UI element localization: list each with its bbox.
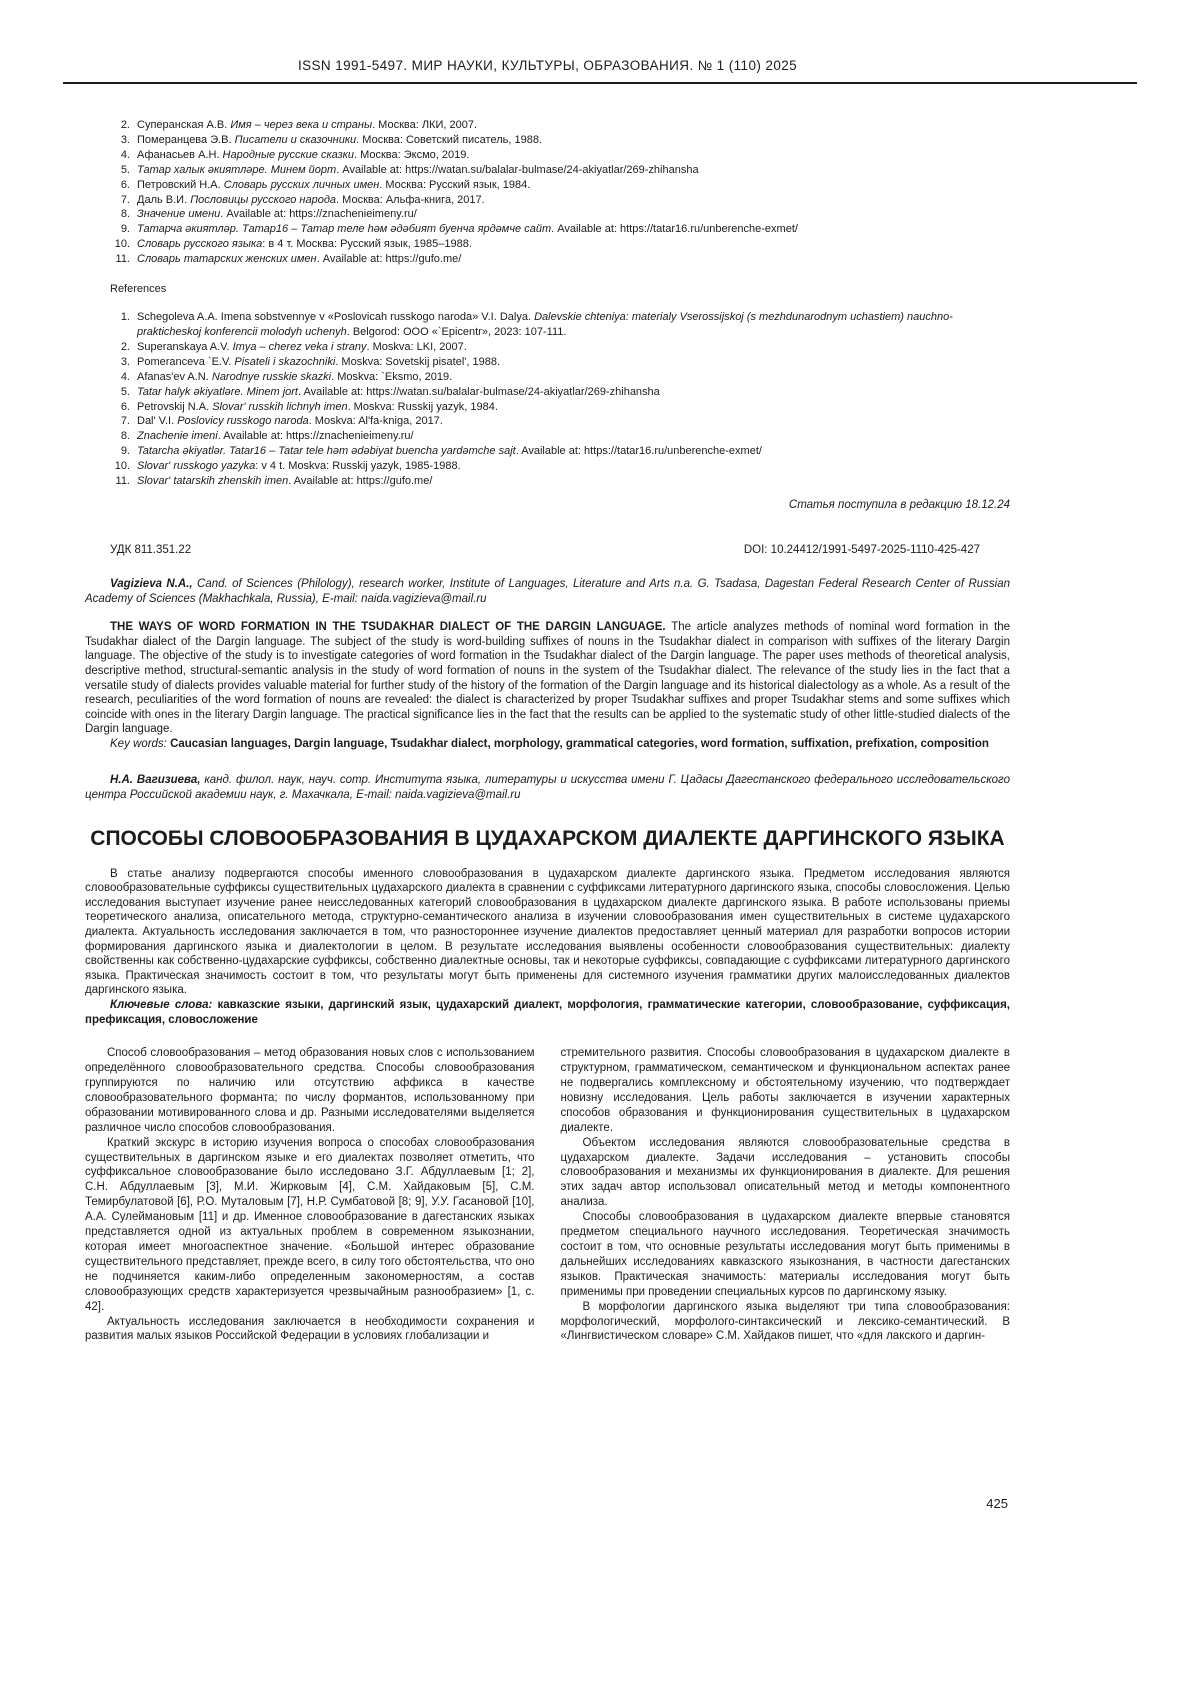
text-segment: . Belgorod: OOO «`Epicentr», 2023: 107-111. <box>346 325 567 338</box>
text-segment: Schegoleva A.A. Imena sobstvennye v «Poslovicah russkogo naroda» V.I. Dalya. <box>137 311 535 324</box>
text-segment: Суперанская А.В. <box>137 119 231 131</box>
text-segment: Даль В.И. <box>137 193 191 206</box>
right-column <box>561 1046 1011 1344</box>
text-segment: Petrovskij N.A. <box>137 400 213 413</box>
reference-number: 8. <box>120 430 130 443</box>
text-segment: : в 4 т. Москва: Русский язык, 1985–1988. <box>262 238 472 251</box>
abstract-ru: В статье анализу подвергаются способы именного словообразования в цудахарском диалекте даргинского языка. Предметом исследования являются словообразовательные суффиксы существительных цудахарского диалекта в сравнении с суффиксами литературного даргинского языка, способы словосложения. Целью исследования выступает изучение ранее неисследованных категорий словообразования в цудахарском диалекте даргинского языка. В работе использованы приемы теоретического анализа, описательного метода, структурно-семантического анализа в изучении словообразования имен существительных в системе цудахарского диалекта. Актуальность исследования заключается в том, что разностороннее изучение диалектов предоставляет ценный материал для разработки вопросов истории формирования даргинского языка и диалектологии в целом. В результате исследования выявлены особенности словообразования существительных: диалекту свойственны как собственно-цудахарские суффиксы, собственно диалектные основы, так и некоторые суффиксы, совпадающие с суффиксами литературного даргинского языка. Практическая значимость состоит в том, что результаты могут быть применены для системного изучения грамматики других малоисследованных диалектов даргинского языка. <box>85 867 1010 997</box>
text-segment: . Москва: ЛКИ, 2007. <box>372 119 478 131</box>
body-paragraph: стремительного развития. Способы словообразования в цудахарском диалекте в структурном, грамматическом, семантическом и функциональном аспектах ранее не подвергались комплексному и обстоятельному изучению, что подтверждает новизну исследования. Цель работы заключается в изучении характерных способов образования и функционирования существительных в цудахарском диалекте. <box>560 1047 1010 1134</box>
text-segment: Татар халык әкиятләре. Минем йорт <box>137 163 337 176</box>
reference-text <box>137 355 1010 370</box>
reference-item <box>110 444 1010 459</box>
reference-number: 11. <box>115 475 130 488</box>
reference-text <box>137 118 1010 133</box>
reference-item <box>110 370 1010 385</box>
text-segment: . Moskva: Russkij yazyk, 1984. <box>347 400 498 413</box>
reference-text <box>137 370 1010 385</box>
reference-text <box>137 148 1010 163</box>
reference-text <box>137 207 1010 222</box>
page-number: 425 <box>986 1496 1008 1511</box>
reference-number: 3. <box>120 355 130 368</box>
udc-doi-row <box>85 544 1010 556</box>
text-segment: Татарча әкиятләр. Татар16 – Татар теле һәм әдәбият буенча ярдәмче сайт <box>137 223 552 236</box>
received-note: Статья поступила в редакцию 18.12.24 <box>788 498 1010 511</box>
reference-text <box>137 163 1010 178</box>
text-segment: Писатели и сказочники <box>234 133 357 146</box>
reference-number: 8. <box>120 208 130 221</box>
reference-text <box>137 310 1010 340</box>
text-segment: Н.А. Вагизиева, <box>110 774 205 787</box>
text-segment: . Moskva: LKI, 2007. <box>366 340 467 353</box>
text-segment: Pomeranceva `E.V. <box>137 355 235 368</box>
reference-text <box>137 237 1010 252</box>
reference-item <box>110 385 1010 400</box>
reference-number: 5. <box>120 163 130 176</box>
reference-number: 10. <box>114 238 130 251</box>
text-segment: . Available at: https://tatar16.ru/unberenche-exmet/ <box>515 445 762 458</box>
header-rule <box>63 82 1137 84</box>
text-segment: . Moskva: Sovetskij pisatel', 1988. <box>335 355 501 368</box>
reference-item <box>110 400 1010 415</box>
reference-number: 5. <box>120 385 130 398</box>
text-segment: . Moskva: `Eksmo, 2019. <box>331 370 453 383</box>
author-info-ru <box>85 773 1010 802</box>
text-segment: . Available at: https://watan.su/balalar-bulmase/24-akiyatlar/269-zhihansha <box>336 163 699 176</box>
reference-text <box>137 178 1010 193</box>
reference-number: 11. <box>115 253 130 266</box>
text-segment: канд. филол. наук, науч. сотр. Института языка, литературы и искусства имени Г. Цадасы Дагестанского федерального исследовательского центра Российской академии наук, г. Махачкала, E-mail: naida.vagizieva@mail.ru <box>85 774 1010 802</box>
reference-item <box>110 193 1010 208</box>
reference-number: 6. <box>120 178 130 191</box>
text-segment: Cand. of Sciences (Philology), research worker, Institute of Languages, Literature and Arts n.a. G. Tsadasa, Dagestan Federal Research Center of Russian Academy of Sciences (Makhachkala, Russia), E-mail: naida.vagizieva@mail.ru <box>85 577 1010 605</box>
text-segment: . Available at: https://znachenieimeny.ru/ <box>217 430 414 443</box>
reference-item <box>110 355 1010 370</box>
text-segment: Словарь русского языка <box>137 238 263 251</box>
reference-number: 7. <box>120 415 130 428</box>
text-segment: Словарь русских личных имен <box>223 178 380 191</box>
reference-item <box>110 133 1010 148</box>
text-segment: Slovar' tatarskih zhenskih imen <box>137 475 289 488</box>
text-segment: Superanskaya A.V. <box>137 340 233 353</box>
reference-text <box>137 340 1010 355</box>
text-segment: Афанасьев А.Н. <box>137 148 223 161</box>
text-segment: Tatarcha әkiyatlәr. Tatar16 – Tatar tele һәm әdәbiyat buencha yardәmche sajt <box>137 445 516 458</box>
reference-item <box>110 237 1010 252</box>
text-segment: Пословицы русского народа <box>190 193 337 206</box>
reference-item <box>110 252 1010 267</box>
reference-text <box>137 222 1010 237</box>
text-segment: The article analyzes methods of nominal word formation in the Tsudakhar dialect of the Dargin language. The subject of the study is word-building suffixes of nouns in the Tsudakhar dialect in comparison with suffixes of the literary Dargin language. The objective of the study is to investigate categories of word formation in the Tsudakhar dialect of the Dargin language. The paper uses methods of theoretical analysis, descriptive method, structural-semantic analysis in the study of word formation of nouns in the system of the Tsudakhar dialect. The relevance of the study lies in the fact that a versatile study of dialects provides valuable material for further study of the history of the formation of the Dargin language and its historical dialectology as a whole. As a result of the research, peculiarities of the word formation of nouns are revealed: the dialect is characterized by proper Tsudakhar suffixes and proper Tsudakhar stems and some suffixes which coincide with ones in the literary Dargin language. The practical significance lies in the fact that the results can be applied to the systematic study of other little-studied dialects of the Dargin language. <box>85 621 1010 736</box>
reference-number: 9. <box>120 223 130 236</box>
reference-number: 10. <box>114 460 130 473</box>
text-segment: Ключевые слова: <box>110 999 218 1011</box>
references-heading: References <box>110 283 167 296</box>
text-segment: Dal' V.I. <box>137 415 178 428</box>
text-segment: . Available at: https://watan.su/balalar-bulmase/24-akiyatlar/269-zhihansha <box>298 385 660 398</box>
left-column <box>85 1046 535 1344</box>
reference-text <box>137 385 1010 400</box>
text-segment: Caucasian languages, Dargin language, Tsudakhar dialect, morphology, grammatical categories, word formation, suffixation, prefixation, composition <box>170 737 989 750</box>
reference-text <box>137 459 1010 474</box>
reference-item <box>110 414 1010 429</box>
text-segment: Pisateli i skazochniki <box>234 355 336 368</box>
text-segment: Имя – через века и страны <box>230 119 373 131</box>
reference-item <box>110 429 1010 444</box>
reference-text <box>137 400 1010 415</box>
text-segment: Poslovicy russkogo naroda <box>177 415 309 428</box>
text-segment: Словарь татарских женских имен <box>137 253 317 266</box>
reference-text <box>137 474 1010 489</box>
text-segment: Narodnye russkie skazki <box>211 370 332 383</box>
text-segment: . Москва: Эксмо, 2019. <box>353 148 470 161</box>
article-body <box>85 1046 1010 1344</box>
keywords-en <box>85 737 1010 752</box>
text-segment: Afanas'ev A.N. <box>137 370 212 383</box>
reference-item <box>110 340 1010 355</box>
text-segment: . Available at: https://tatar16.ru/unberenche-exmet/ <box>551 223 798 236</box>
text-segment: Slovar' russkih lichnyh imen <box>212 400 348 413</box>
reference-item <box>110 118 1010 133</box>
author-info-en <box>85 577 1010 606</box>
body-paragraph: Актуальность исследования заключается в необходимости сохранения и развития малых языков Российской Федерации в условиях глобализации и <box>85 1315 535 1343</box>
references-list <box>85 310 1010 489</box>
text-segment: THE WAYS OF WORD FORMATION IN THE TSUDAKHAR DIALECT OF THE DARGIN LANGUAGE. <box>110 621 672 634</box>
text-segment: Народные русские сказки <box>222 148 354 161</box>
bibliography-ru-list <box>85 118 1010 267</box>
reference-text <box>137 193 1010 208</box>
reference-item <box>110 222 1010 237</box>
reference-item <box>110 474 1010 489</box>
reference-number: 1. <box>120 311 130 324</box>
body-paragraph: Способ словообразования – метод образования новых слов с использованием определённого словообразовательного средства. Способы словообразования группируются по наличию или отсутствию аффикса в качестве словообразовательного форманта; по числу формантов, использованному при образовании мотивированного слова и др. Разными исследователями выделяется различное число способов словообразования. <box>85 1047 535 1134</box>
text-segment: Tatar halyk әkiyatlәre. Minem jort <box>137 385 298 398</box>
reference-number: 3. <box>120 133 130 146</box>
body-paragraph: Объектом исследования являются словообразовательные средства в цудахарском диалекте. Задачи исследования – установить способы словообразования и механизмы их функционирования в диалекте. Для решения этих задач автор использовал описательный метод и методы компонентного анализа. <box>560 1136 1010 1209</box>
reference-number: 6. <box>120 400 130 413</box>
reference-text <box>137 414 1010 429</box>
reference-text <box>137 133 1010 148</box>
text-segment: Znachenie imeni <box>137 430 218 443</box>
text-segment: Key words: <box>110 737 171 750</box>
text-segment: . Available at: https://gufo.me/ <box>288 475 433 488</box>
reference-number: 2. <box>120 119 130 131</box>
text-segment: Vagizieva N.A., <box>110 577 198 590</box>
body-paragraph: Краткий экскурс в историю изучения вопроса о способах словообразования существительных в даргинском языке и его диалектах позволяет отметить, что суффиксальное словообразование было исследовано З.Г. Абдуллаевым [1; 2], С.Н. Абдуллаевым [3], М.И. Жирковым [4], С.М. Хайдаковым [5], С.М. Темирбулатовой [6], Р.О. Муталовым [7], Н.Р. Сумбатовой [8; 9], У.У. Гасановой [10], А.А. Сулеймановым [11] и др. Именное словообразование в дагестанских языках представляется одной из актуальных проблем в современном языкознании, которая имеет многоаспектное значение. «Большой интерес образование существительного представляет, прежде всего, в силу того обстоятельства, что оно не подчиняется каким-либо определенным закономерностям, а состав словообразующих средств характеризуется чрезвычайным разнообразием» [1, с. 42]. <box>85 1136 535 1313</box>
reference-number: 4. <box>120 370 130 383</box>
text-segment: Померанцева Э.В. <box>137 133 235 146</box>
article-title: СПОСОБЫ СЛОВООБРАЗОВАНИЯ В ЦУДАХАРСКОМ ДИАЛЕКТЕ ДАРГИНСКОГО ЯЗЫКА <box>90 826 1005 850</box>
text-segment: . Москва: Советский писатель, 1988. <box>356 133 542 146</box>
body-paragraph: В морфологии даргинского языка выделяют три типа словообразования: морфологический, морфолого-синтаксический и лексико-семантический. В «Лингвистическом словаре» С.М. Хайдаков пишет, что «для лакского и даргин- <box>560 1300 1010 1343</box>
text-segment: : v 4 t. Moskva: Russkij yazyk, 1985-1988. <box>255 460 461 473</box>
reference-item <box>110 163 1010 178</box>
keywords-ru <box>85 998 1010 1027</box>
body-paragraph: Способы словообразования в цудахарском диалекте впервые становятся предметом специального научного исследования. Теоретическая значимость состоит в том, что основные результаты исследования могут быть применимы в дальнейших исследованиях кавказского языкознания, в частности дагестанских языков. Практическая значимость: материалы исследования могут быть применимы при проведении специальных курсов по даргинскому языку. <box>560 1211 1010 1298</box>
reference-item <box>110 148 1010 163</box>
reference-number: 7. <box>120 193 130 206</box>
text-segment: . Moskva: Al'fa-kniga, 2017. <box>308 415 443 428</box>
text-segment: Imya – cherez veka i strany <box>232 340 367 353</box>
text-segment: . Москва: Альфа-книга, 2017. <box>336 193 485 206</box>
reference-number: 9. <box>120 445 130 458</box>
text-segment: кавказские языки, даргинский язык, цудахарский диалект, морфология, грамматические категории, словообразование, суффиксация, префиксация, словосложение <box>85 999 1010 1026</box>
reference-item <box>110 178 1010 193</box>
reference-number: 2. <box>120 340 130 353</box>
reference-item <box>110 459 1010 474</box>
udc-code: УДК 811.351.22 <box>110 543 192 556</box>
journal-header-title: ISSN 1991-5497. МИР НАУКИ, КУЛЬТУРЫ, ОБРАЗОВАНИЯ. № 1 (110) 2025 <box>297 58 798 73</box>
doi-code: DOI: 10.24412/1991-5497-2025-1110-425-427 <box>743 543 980 556</box>
text-segment: Slovar' russkogo yazyka <box>137 460 256 473</box>
text-segment: . Москва: Русский язык, 1984. <box>379 178 531 191</box>
text-segment: . Available at: https://znachenieimeny.ru/ <box>220 208 417 221</box>
text-segment: Dalevskie chteniya: materialy Vserossijskoj (s mezhdunarodnym uchastiem) nauchno-prakticheskoj konferencii molodyh uchenyh <box>137 311 953 338</box>
text-segment: Значение имени <box>137 208 221 221</box>
reference-text <box>137 252 1010 267</box>
text-segment: . Available at: https://gufo.me/ <box>316 253 462 266</box>
reference-text <box>137 444 1010 459</box>
abstract-en <box>85 620 1010 737</box>
reference-item <box>110 207 1010 222</box>
reference-item <box>110 310 1010 340</box>
reference-number: 4. <box>120 148 130 161</box>
text-segment: Петровский Н.А. <box>137 178 224 191</box>
reference-text <box>137 429 1010 444</box>
